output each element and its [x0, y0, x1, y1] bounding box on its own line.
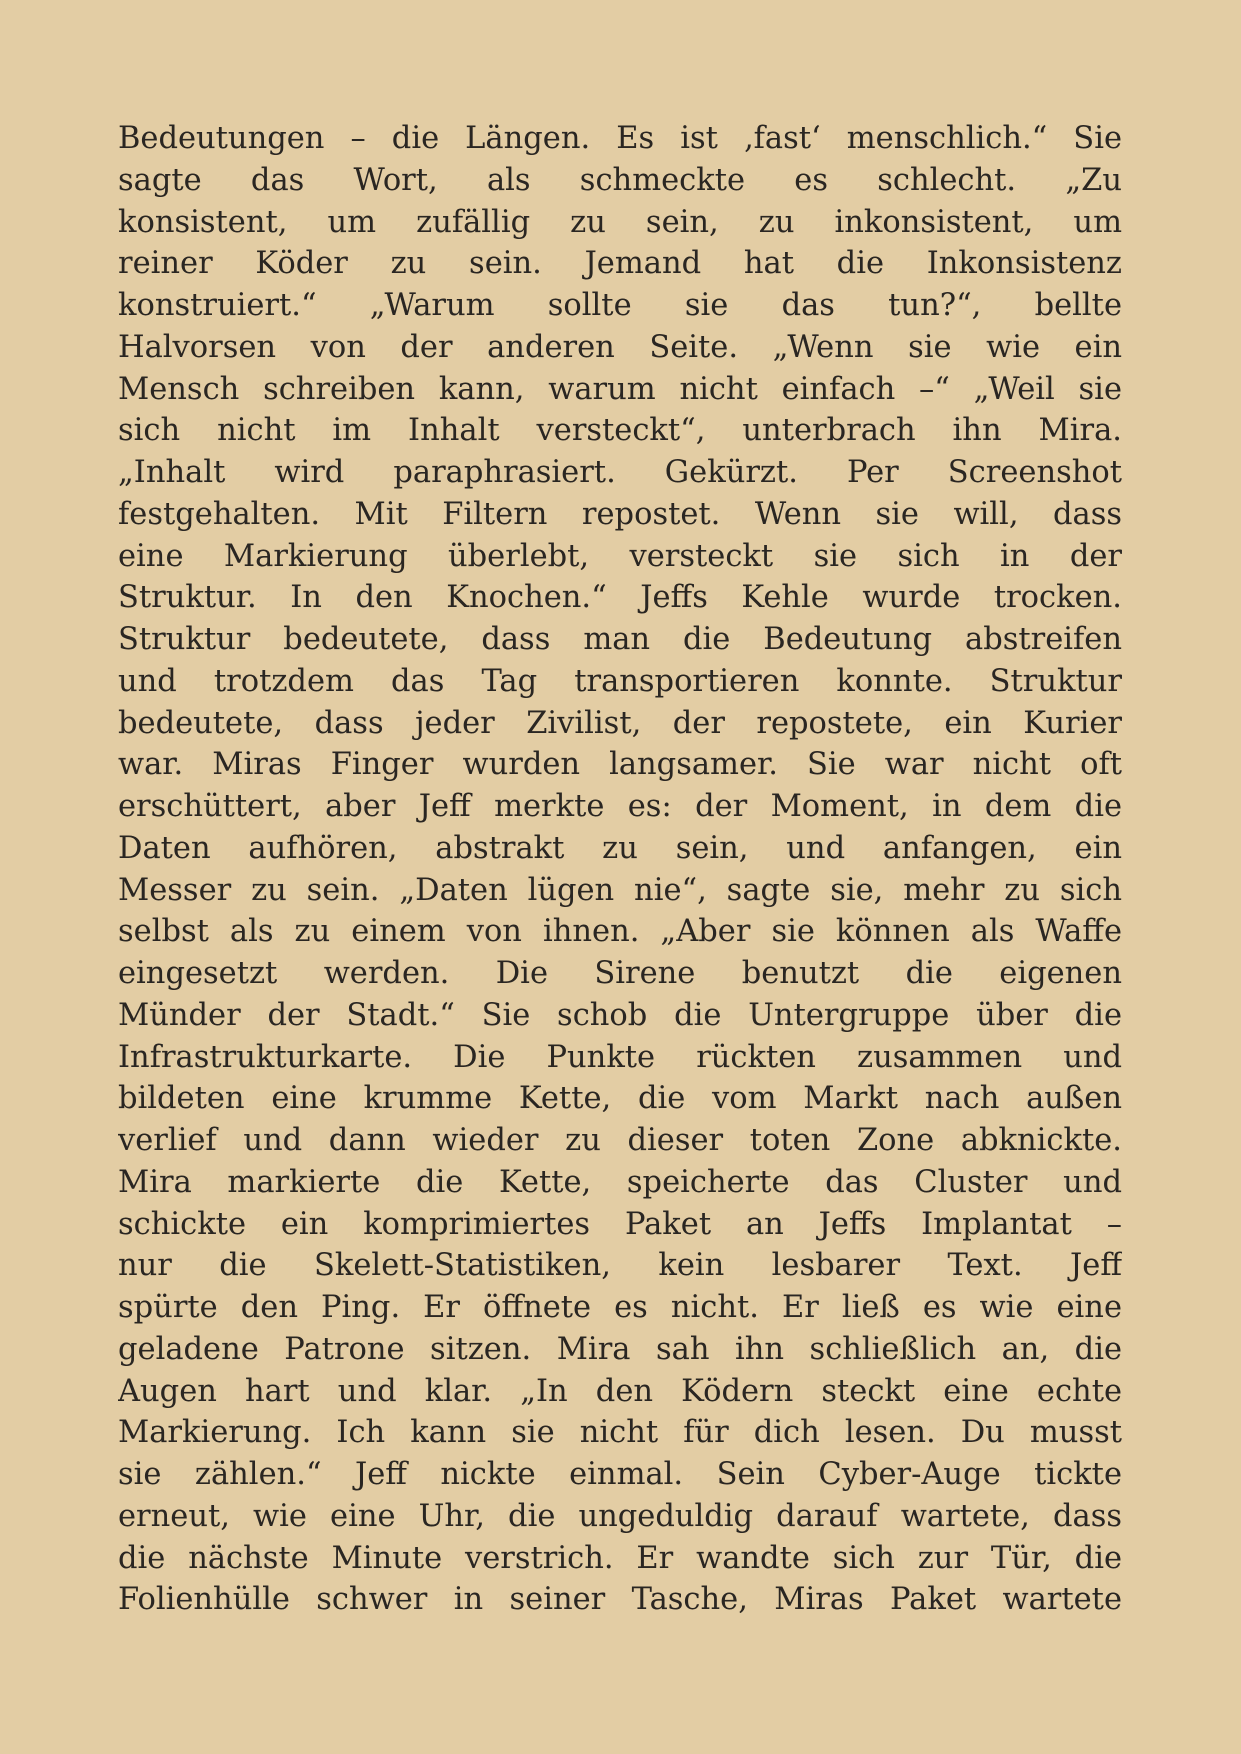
text-line: Daten aufhören, abstrakt zu sein, und anfangen, ein — [118, 830, 1122, 866]
text-line: Bedeutungen – die Längen. Es ist ‚fast‘ menschlich.“ Sie — [118, 121, 1122, 156]
text-line: verlief und dann wieder zu dieser toten Zone abknickte. — [118, 1123, 1122, 1158]
text-line: und trotzdem das Tag transportieren konnte. Struktur — [118, 663, 1122, 699]
text-line: nur die Skelett-Statistiken, kein lesbarer Text. Jeff — [118, 1248, 1122, 1284]
text-line: Messer zu sein. „Daten lügen nie“, sagte sie, mehr zu sich — [118, 872, 1122, 908]
text-line: „Inhalt wird paraphrasiert. Gekürzt. Per Screenshot — [118, 455, 1122, 490]
text-line: erschüttert, aber Jeff merkte es: der Moment, in dem die — [118, 789, 1122, 824]
text-line: Mensch schreiben kann, warum nicht einfach –“ „Weil sie — [118, 371, 1122, 407]
text-line: schickte ein komprimiertes Paket an Jeffs Implantat – — [118, 1206, 1122, 1242]
text-line: Münder der Stadt.“ Sie schob die Untergruppe über die — [118, 997, 1122, 1033]
text-line: sagte das Wort, als schmeckte es schlecht. „Zu — [118, 162, 1122, 198]
text-line: Augen hart und klar. „In den Ködern steckt eine echte — [118, 1373, 1122, 1409]
text-line: erneut, wie eine Uhr, die ungeduldig darauf wartete, dass — [118, 1498, 1122, 1534]
text-line: sie zählen.“ Jeff nickte einmal. Sein Cyber-Auge tickte — [118, 1457, 1122, 1492]
text-line: festgehalten. Mit Filtern repostet. Wenn sie will, dass — [118, 496, 1122, 532]
text-line: reiner Köder zu sein. Jemand hat die Inkonsistenz — [118, 246, 1122, 282]
text-line: Mira markierte die Kette, speicherte das Cluster und — [118, 1164, 1122, 1200]
text-line: eingesetzt werden. Die Sirene benutzt die eigenen — [118, 956, 1122, 991]
text-line: die nächste Minute verstrich. Er wandte sich zur Tür, die — [118, 1540, 1122, 1576]
text-line: bildeten eine krumme Kette, die vom Markt nach außen — [118, 1081, 1122, 1117]
body-text — [118, 118, 1122, 1621]
text-line: Halvorsen von der anderen Seite. „Wenn sie wie ein — [118, 329, 1122, 365]
text-line: geladene Patrone sitzen. Mira sah ihn schließlich an, die — [118, 1331, 1122, 1367]
text-line: Struktur bedeutete, dass man die Bedeutung abstreifen — [118, 622, 1122, 657]
text-line: Markierung. Ich kann sie nicht für dich lesen. Du musst — [118, 1415, 1122, 1451]
text-line: sich nicht im Inhalt versteckt“, unterbrach ihn Mira. — [118, 413, 1122, 449]
text-line: konsistent, um zufällig zu sein, zu inkonsistent, um — [118, 204, 1122, 240]
text-line: Folienhülle schwer in seiner Tasche, Miras Paket wartete — [118, 1582, 1122, 1618]
text-line: selbst als zu einem von ihnen. „Aber sie können als Waffe — [118, 914, 1122, 950]
text-line: konstruiert.“ „Warum sollte sie das tun?“, bellte — [118, 288, 1122, 323]
text-line: eine Markierung überlebt, versteckt sie sich in der — [118, 538, 1122, 574]
text-line: bedeutete, dass jeder Zivilist, der repostete, ein Kurier — [118, 705, 1122, 741]
text-line: Infrastrukturkarte. Die Punkte rückten zusammen und — [118, 1039, 1122, 1075]
text-line: Struktur. In den Knochen.“ Jeffs Kehle wurde trocken. — [118, 580, 1122, 616]
text-line: war. Miras Finger wurden langsamer. Sie war nicht oft — [118, 747, 1122, 783]
text-line: spürte den Ping. Er öffnete es nicht. Er ließ es wie eine — [118, 1290, 1122, 1325]
